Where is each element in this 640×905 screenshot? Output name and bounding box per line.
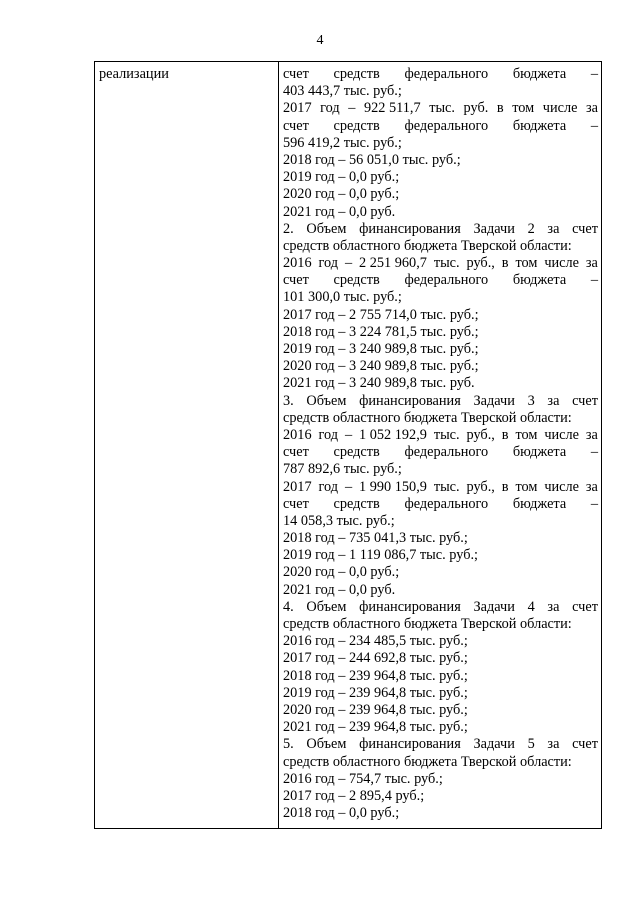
word: – xyxy=(344,478,353,495)
text-line xyxy=(283,599,598,616)
word: за xyxy=(547,736,560,753)
page-number: 4 xyxy=(316,33,324,48)
word: 5. xyxy=(283,736,294,753)
word: числе xyxy=(544,478,579,495)
text-line xyxy=(283,736,598,753)
word: том xyxy=(515,478,538,495)
word: счет xyxy=(283,495,309,512)
text-line: 2021 год – 0,0 руб. xyxy=(283,581,396,598)
word: счет xyxy=(572,220,598,237)
word: Объем xyxy=(306,598,347,615)
word: 2017 xyxy=(283,100,312,117)
text-line: 2020 год – 3 240 989,8 тыс. руб.; xyxy=(283,358,479,375)
word: Задачи xyxy=(473,220,515,237)
text-line: 2020 год – 0,0 руб.; xyxy=(283,564,400,581)
word: федерального xyxy=(404,495,489,512)
text-line: 2021 год – 0,0 руб. xyxy=(283,203,396,220)
word: год xyxy=(318,426,339,443)
word: – xyxy=(344,255,353,272)
text-line xyxy=(283,496,598,513)
word: руб., xyxy=(466,478,495,495)
word: Объем xyxy=(306,220,347,237)
word: руб., xyxy=(466,255,495,272)
word: Объем xyxy=(306,736,347,753)
text-line xyxy=(283,479,598,496)
text-line xyxy=(283,255,598,272)
word: средств xyxy=(333,444,380,461)
text-line: 787 892,6 тыс. руб.; xyxy=(283,461,402,478)
word: 2 251 960,7 xyxy=(359,255,427,272)
word: тыс. xyxy=(433,426,460,443)
word: 2017 xyxy=(283,478,312,495)
word: за xyxy=(547,220,560,237)
word: 1 990 150,9 xyxy=(359,478,427,495)
text-line: 2018 год – 3 224 781,5 тыс. руб.; xyxy=(283,323,479,340)
text-line: 403 443,7 тыс. руб.; xyxy=(283,83,402,100)
word: Задачи xyxy=(473,392,515,409)
word: том xyxy=(515,255,538,272)
word: год xyxy=(320,100,340,117)
word: – xyxy=(590,66,598,82)
word: бюджета xyxy=(512,272,567,289)
text-line: 2021 год – 3 240 989,8 тыс. руб. xyxy=(283,375,475,392)
text-line: средств областного бюджета Тверской области: xyxy=(283,753,572,770)
word: том xyxy=(512,100,535,117)
word: счет xyxy=(572,598,598,615)
word: тыс. xyxy=(433,478,460,495)
text-line xyxy=(283,272,598,289)
text-line: 2017 год – 244 692,8 тыс. руб.; xyxy=(283,650,468,667)
word: финансирования xyxy=(359,736,461,753)
text-line: средств областного бюджета Тверской области: xyxy=(283,616,572,632)
text-line: 2019 год – 1 119 086,7 тыс. руб.; xyxy=(283,547,479,564)
word: числе xyxy=(542,100,578,117)
word: счет xyxy=(283,117,309,134)
word: – xyxy=(590,117,598,134)
text-line xyxy=(283,118,598,135)
word: Задачи xyxy=(473,736,515,753)
text-line: 596 419,2 тыс. руб.; xyxy=(283,134,402,151)
word: 5 xyxy=(527,736,535,753)
word: 2016 xyxy=(283,255,312,272)
table-content-cell xyxy=(283,66,598,822)
word: счет xyxy=(283,272,309,289)
funding-table xyxy=(94,61,602,829)
word: в xyxy=(501,478,509,495)
word: средств xyxy=(333,495,380,512)
text-line xyxy=(283,221,598,238)
text-line xyxy=(283,66,598,83)
word: – xyxy=(590,444,598,461)
word: средств xyxy=(333,272,380,289)
text-line: средств областного бюджета Тверской области: xyxy=(283,237,572,254)
word: бюджета xyxy=(512,66,567,82)
text-line: средств областного бюджета Тверской области: xyxy=(283,409,572,426)
word: 922 511,7 xyxy=(363,100,421,117)
word: – xyxy=(348,100,356,117)
word: за xyxy=(585,426,598,443)
word: 4. xyxy=(283,598,294,615)
text-line: 2016 год – 234 485,5 тыс. руб.; xyxy=(283,633,468,650)
text-line xyxy=(283,427,598,444)
word: 4 xyxy=(527,598,535,615)
word: бюджета xyxy=(512,117,567,134)
word: числе xyxy=(544,426,579,443)
word: – xyxy=(590,272,598,289)
text-line xyxy=(283,100,598,117)
word: средств xyxy=(333,117,380,134)
text-line: 2021 год – 239 964,8 тыс. руб.; xyxy=(283,719,468,736)
word: федерального xyxy=(404,117,489,134)
word: за xyxy=(585,478,598,495)
word: руб. xyxy=(463,100,489,117)
table-label-cell: реализации xyxy=(99,66,169,82)
text-line: 2018 год – 56 051,0 тыс. руб.; xyxy=(283,151,461,168)
word: федерального xyxy=(404,444,489,461)
word: числе xyxy=(544,255,579,272)
word: Задачи xyxy=(473,598,515,615)
word: тыс. xyxy=(433,255,460,272)
text-line: 2018 год – 239 964,8 тыс. руб.; xyxy=(283,667,468,684)
word: за xyxy=(585,255,598,272)
word: бюджета xyxy=(512,444,567,461)
word: за xyxy=(547,598,560,615)
text-line: 2019 год – 0,0 руб.; xyxy=(283,169,400,186)
word: – xyxy=(344,426,353,443)
text-line: 2016 год – 754,7 тыс. руб.; xyxy=(283,770,443,787)
word: за xyxy=(547,392,560,409)
word: счет xyxy=(572,392,598,409)
word: в xyxy=(501,255,509,272)
word: 2 xyxy=(527,220,535,237)
word: счет xyxy=(283,444,309,461)
word: руб., xyxy=(466,426,495,443)
word: федерального xyxy=(404,272,489,289)
word: 1 052 192,9 xyxy=(359,426,427,443)
text-line: 2018 год – 0,0 руб.; xyxy=(283,805,400,822)
word: за xyxy=(586,100,598,117)
word: год xyxy=(318,255,339,272)
word: Объем xyxy=(306,392,347,409)
text-line: 101 300,0 тыс. руб.; xyxy=(283,289,402,306)
word: финансирования xyxy=(359,220,461,237)
word: в xyxy=(496,100,504,117)
text-line: 2019 год – 239 964,8 тыс. руб.; xyxy=(283,684,468,701)
word: год xyxy=(318,478,339,495)
text-line: 2018 год – 735 041,3 тыс. руб.; xyxy=(283,530,468,547)
word: бюджета xyxy=(512,495,567,512)
word: 2. xyxy=(283,220,294,237)
word: тыс. xyxy=(429,100,455,117)
word: финансирования xyxy=(359,598,461,615)
word: 3. xyxy=(283,392,294,409)
text-line: 2020 год – 0,0 руб.; xyxy=(283,186,400,203)
text-line xyxy=(283,444,598,461)
word: том xyxy=(515,426,538,443)
word: в xyxy=(501,426,509,443)
word: 2016 xyxy=(283,426,312,443)
text-line xyxy=(283,393,598,410)
column-divider xyxy=(278,62,279,828)
text-line: 14 058,3 тыс. руб.; xyxy=(283,512,395,529)
word: 3 xyxy=(527,392,535,409)
text-line: 2017 год – 2 755 714,0 тыс. руб.; xyxy=(283,306,479,323)
word: федерального xyxy=(404,66,489,82)
text-line: 2020 год – 239 964,8 тыс. руб.; xyxy=(283,701,468,718)
word: счет xyxy=(572,736,598,753)
text-line: 2017 год – 2 895,4 руб.; xyxy=(283,787,425,804)
word: – xyxy=(590,495,598,512)
word: средств xyxy=(333,66,380,82)
word: финансирования xyxy=(359,392,461,409)
text-line: 2019 год – 3 240 989,8 тыс. руб.; xyxy=(283,341,479,357)
word: счет xyxy=(283,66,309,82)
